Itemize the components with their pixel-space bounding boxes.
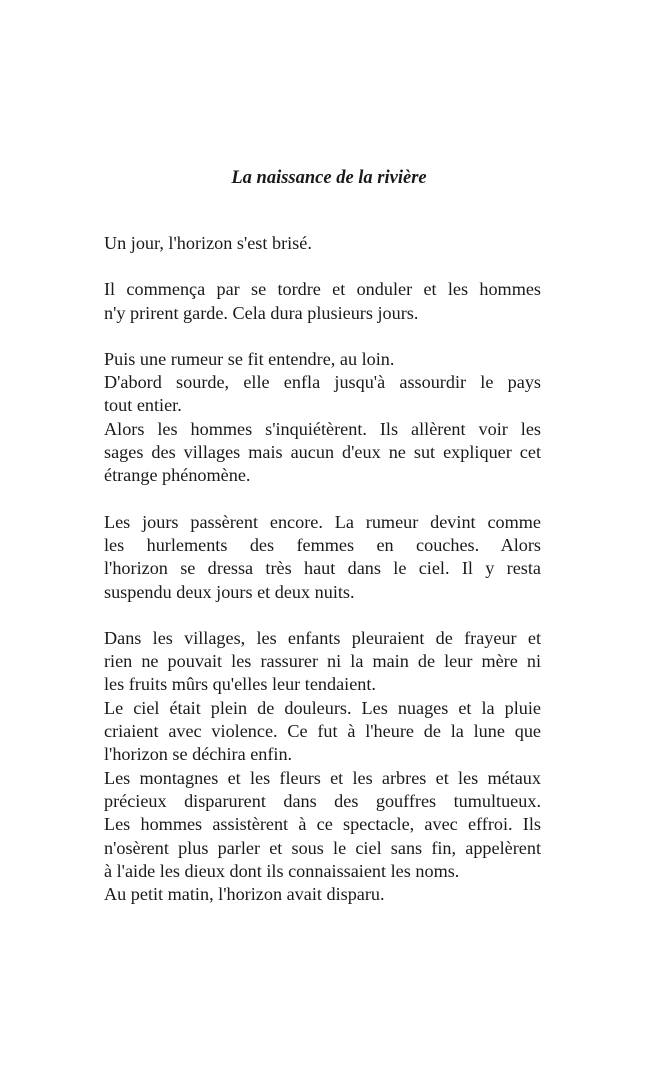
text-line: Dans les villages, les enfants pleuraient de frayeur et — [104, 627, 541, 648]
paragraph — [104, 232, 541, 255]
paragraph — [104, 627, 541, 907]
text-line: tout entier. — [104, 395, 182, 416]
chapter-title: La naissance de la rivière — [231, 168, 427, 188]
text-line: Les montagnes et les fleurs et les arbres et les métaux — [104, 767, 541, 788]
text-line: Alors les hommes s'inquiétèrent. Ils allèrent voir les — [104, 418, 541, 439]
body-text — [104, 232, 541, 929]
text-line: les fruits mûrs qu'elles leur tendaient. — [104, 674, 376, 695]
paragraph — [104, 348, 541, 488]
text-line: à l'aide les dieux dont ils connaissaient les noms. — [104, 860, 460, 881]
text-line: n'osèrent plus parler et sous le ciel sans fin, appelèrent — [104, 837, 541, 858]
paragraph — [104, 278, 541, 325]
text-line: Les jours passèrent encore. La rumeur devint comme — [104, 511, 541, 532]
text-line: Les hommes assistèrent à ce spectacle, avec effroi. Ils — [104, 814, 541, 835]
text-line: n'y prirent garde. Cela dura plusieurs jours. — [104, 302, 419, 323]
text-line: D'abord sourde, elle enfla jusqu'à assourdir le pays — [104, 372, 541, 393]
text-line: Au petit matin, l'horizon avait disparu. — [104, 884, 385, 905]
text-line: étrange phénomène. — [104, 465, 251, 486]
paragraph — [104, 511, 541, 604]
text-line: précieux disparurent dans des gouffres tumultueux. — [104, 790, 541, 811]
text-line: l'horizon se déchira enfin. — [104, 744, 293, 765]
text-line: criaient avec violence. Ce fut à l'heure de la lune que — [104, 721, 541, 742]
text-line: rien ne pouvait les rassurer ni la main de leur mère ni — [104, 651, 541, 672]
text-line: les hurlements des femmes en couches. Alors — [104, 534, 541, 555]
text-line: sages des villages mais aucun d'eux ne sut expliquer cet — [104, 442, 541, 463]
text-line: Le ciel était plein de douleurs. Les nuages et la pluie — [104, 697, 541, 718]
text-line: suspendu deux jours et deux nuits. — [104, 581, 355, 602]
text-line: Il commença par se tordre et onduler et les hommes — [104, 279, 541, 300]
text-line: Un jour, l'horizon s'est brisé. — [104, 233, 312, 253]
text-line: Puis une rumeur se fit entendre, au loin. — [104, 348, 395, 369]
text-line: l'horizon se dressa très haut dans le ciel. Il y resta — [104, 558, 541, 579]
